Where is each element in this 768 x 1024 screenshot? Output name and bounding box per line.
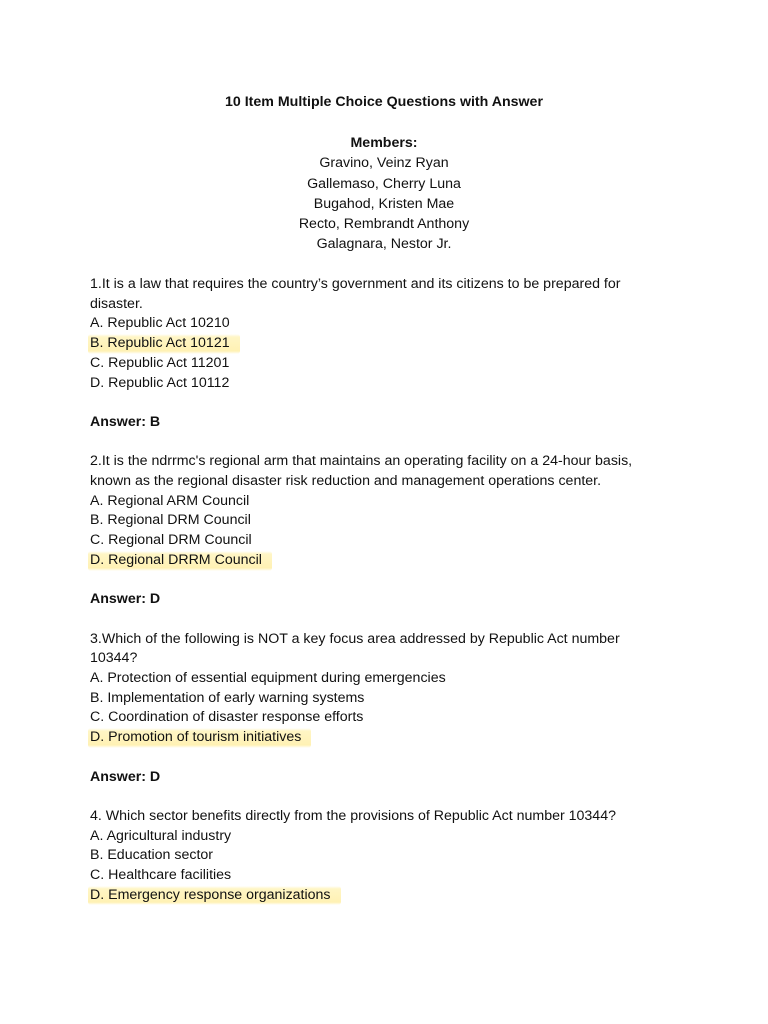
option-a: A. Regional ARM Council [90, 492, 250, 509]
option-b-highlighted: B. Republic Act 10121 [90, 334, 650, 354]
answer-label: Answer: B [90, 413, 161, 430]
question-text: 1.It is a law that requires the country’s government and its citizens to be prepared for [90, 276, 621, 292]
option-b: B. Regional DRM Council [90, 512, 251, 529]
question-text: 3.Which of the following is NOT a key focus area addressed by Republic Act number [90, 630, 620, 647]
option-d-highlighted: D. Regional DRRM Council [90, 551, 650, 571]
option-b: B. Implementation of early warning systems [90, 689, 365, 706]
question-text-continued: disaster. [90, 295, 143, 312]
questions-list [90, 275, 650, 905]
option-d-highlighted: D. Promotion of tourism initiatives [90, 728, 650, 748]
option-a: A. Agricultural industry [90, 827, 232, 844]
question-text: 4. Which sector benefits directly from the provisions of Republic Act number 10344? [90, 807, 616, 824]
member-name: Gallemaso, Cherry Luna [307, 175, 461, 192]
option-d-highlighted: D. Emergency response organizations [90, 886, 650, 906]
option-c: C. Republic Act 11201 [90, 354, 230, 371]
answer-label: Answer: D [90, 591, 161, 608]
member-name: Recto, Rembrandt Anthony [298, 216, 470, 233]
question-2 [90, 452, 650, 610]
question-1 [90, 275, 650, 433]
option-c: C. Healthcare facilities [90, 867, 232, 883]
question-3 [90, 630, 650, 788]
option-c: C. Regional DRM Council [90, 532, 252, 549]
option-c: C. Coordination of disaster response efforts [90, 709, 364, 726]
member-name: Galagnara, Nestor Jr. [316, 236, 452, 253]
question-4 [90, 807, 650, 906]
option-a: A. Republic Act 10210 [90, 315, 230, 332]
question-text-continued: 10344? [90, 650, 138, 667]
document-title: 10 Item Multiple Choice Questions with Answer [225, 94, 543, 110]
member-name: Bugahod, Kristen Mae [313, 195, 455, 212]
question-text: 2.It is the ndrrmc's regional arm that maintains an operating facility on a 24-hour basis, [90, 453, 633, 470]
option-a: A. Protection of essential equipment during emergencies [90, 670, 446, 686]
answer-label: Answer: D [90, 768, 161, 785]
option-b: B. Education sector [90, 847, 214, 864]
member-name: Gravino, Veinz Ryan [319, 155, 449, 172]
option-d: D. Republic Act 10112 [90, 374, 230, 391]
members-section [0, 133, 768, 255]
members-heading: Members: [350, 135, 418, 151]
question-text-continued: known as the regional disaster risk reduction and management operations center. [90, 473, 602, 489]
